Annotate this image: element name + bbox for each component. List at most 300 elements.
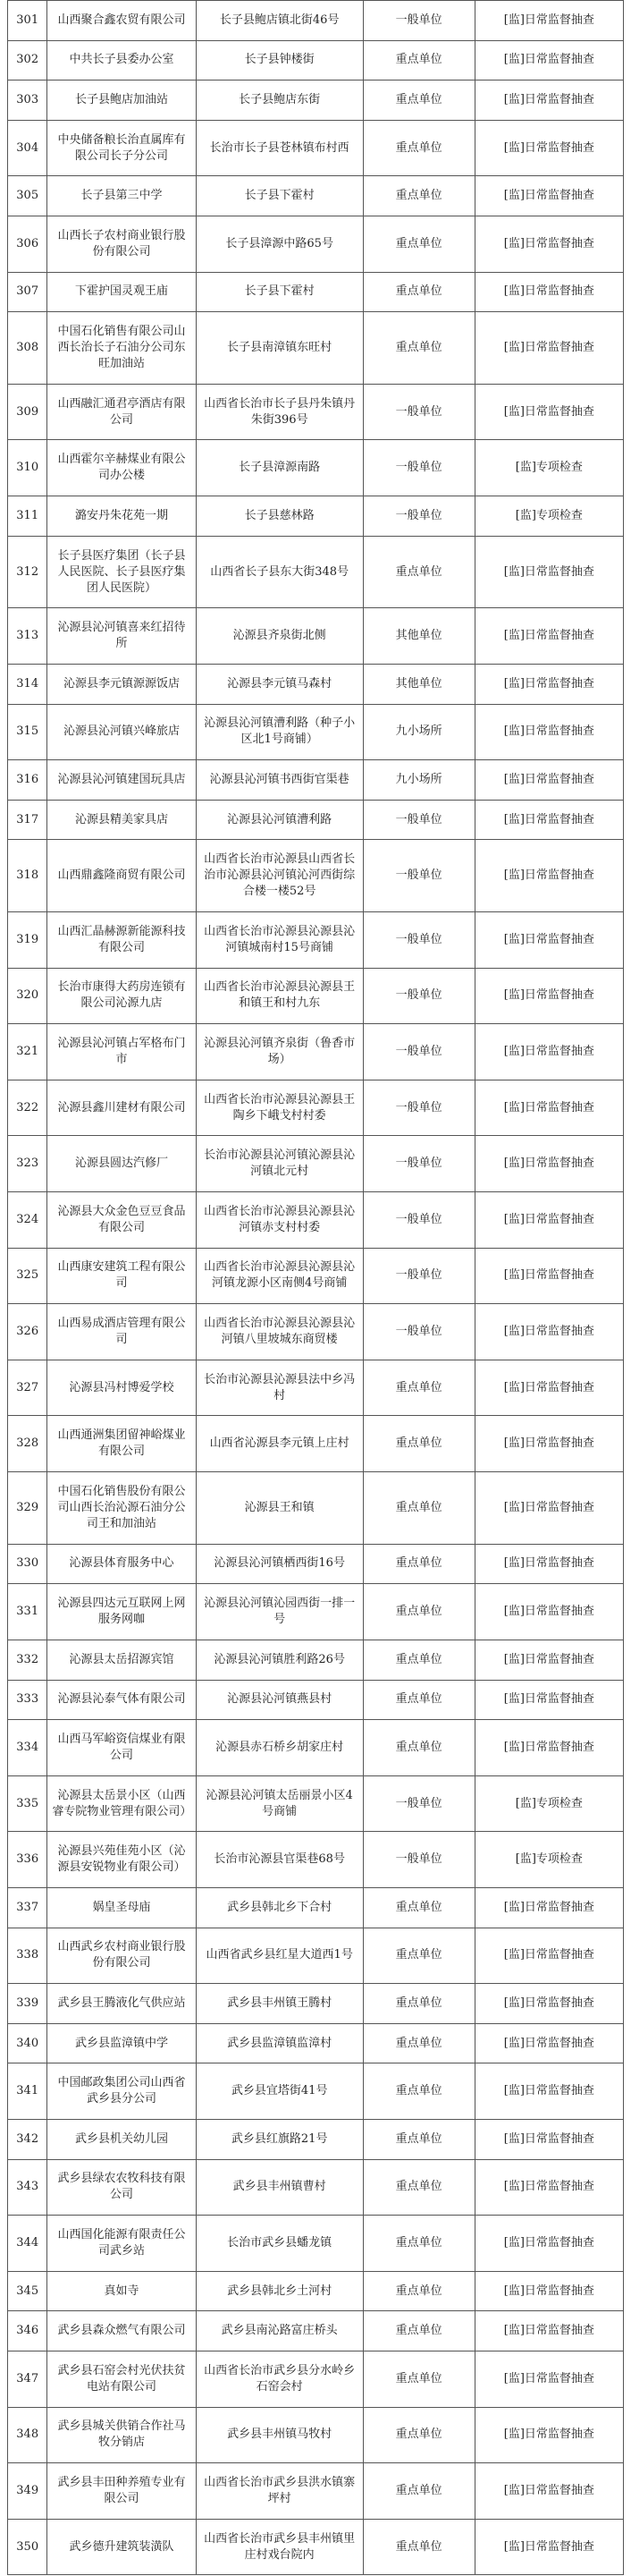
table-row	[8, 2159, 624, 2216]
unit-address: 长治市沁源县官渠巷68号	[196, 1832, 363, 1888]
table-row	[8, 1136, 624, 1192]
unit-address: 武乡县红旗路21号	[196, 2119, 363, 2159]
unit-name: 山西长子农村商业银行股份有限公司	[47, 216, 196, 273]
row-number: 308	[8, 312, 47, 385]
table-row	[8, 1775, 624, 1832]
unit-name: 长子县鲍店加油站	[47, 80, 196, 121]
table-row	[8, 80, 624, 121]
unit-address: 山西省长治市长子县丹朱镇丹朱街396号	[196, 384, 363, 440]
table-row	[8, 384, 624, 440]
unit-category: 一般单位	[363, 384, 475, 440]
unit-name: 武乡县城关供销合作社马牧分销店	[47, 2407, 196, 2463]
inspection-type: [监]日常监督抽查	[475, 800, 623, 840]
inspection-type: [监]日常监督抽查	[475, 40, 623, 80]
unit-name: 武乡县森众燃气有限公司	[47, 2311, 196, 2351]
unit-category: 重点单位	[363, 1544, 475, 1584]
table-row	[8, 2407, 624, 2463]
inspection-type: [监]日常监督抽查	[475, 1544, 623, 1584]
unit-category: 一般单位	[363, 1136, 475, 1192]
unit-address: 山西省长治市沁源县沁源县沁河镇八里坡城东商贸楼	[196, 1304, 363, 1360]
unit-name: 长治市康得大药房连锁有限公司沁源九店	[47, 968, 196, 1024]
inspection-type: [监]日常监督抽查	[475, 1024, 623, 1080]
unit-category: 重点单位	[363, 2023, 475, 2063]
unit-name: 沁源县沁河镇喜来红招待所	[47, 608, 196, 665]
table-row	[8, 968, 624, 1024]
table-row	[8, 664, 624, 704]
row-number: 323	[8, 1136, 47, 1192]
inspection-type: [监]日常监督抽查	[475, 1360, 623, 1416]
unit-address: 武乡县韩北乡土河村	[196, 2271, 363, 2311]
row-number: 327	[8, 1360, 47, 1416]
inspection-type: [监]日常监督抽查	[475, 2159, 623, 2216]
table-row	[8, 2023, 624, 2063]
table-row	[8, 496, 624, 537]
row-number: 329	[8, 1472, 47, 1545]
inspection-type: [监]日常监督抽查	[475, 968, 623, 1024]
inspection-type: [监]日常监督抽查	[475, 2063, 623, 2120]
unit-name: 沁源县四达元互联网上网服务网咖	[47, 1584, 196, 1640]
inspection-type: [监]日常监督抽查	[475, 312, 623, 385]
row-number: 347	[8, 2351, 47, 2408]
unit-address: 长治市沁源县沁源县法中乡冯村	[196, 1360, 363, 1416]
inspection-type: [监]日常监督抽查	[475, 2023, 623, 2063]
unit-category: 重点单位	[363, 2311, 475, 2351]
table-row	[8, 2119, 624, 2159]
unit-name: 武乡县机关幼儿园	[47, 2119, 196, 2159]
unit-address: 武乡县丰州镇曹村	[196, 2159, 363, 2216]
table-row	[8, 440, 624, 496]
table-row	[8, 120, 624, 176]
row-number: 310	[8, 440, 47, 496]
row-number: 336	[8, 1832, 47, 1888]
row-number: 338	[8, 1928, 47, 1984]
unit-name: 武乡县石窑会村光伏扶贫电站有限公司	[47, 2351, 196, 2408]
unit-address: 沁源县赤石桥乡胡家庄村	[196, 1720, 363, 1776]
table-row	[8, 1887, 624, 1928]
inspection-type: [监]日常监督抽查	[475, 536, 623, 608]
unit-name: 山西武乡农村商业银行股份有限公司	[47, 1928, 196, 1984]
unit-category: 重点单位	[363, 1720, 475, 1776]
unit-name: 沁源县鑫川建材有限公司	[47, 1080, 196, 1136]
unit-address: 沁源县沁河镇胜利路26号	[196, 1640, 363, 1680]
unit-category: 一般单位	[363, 1304, 475, 1360]
row-number: 341	[8, 2063, 47, 2120]
inspection-type: [监]日常监督抽查	[475, 1248, 623, 1304]
unit-name: 娲皇圣母庙	[47, 1887, 196, 1928]
table-row	[8, 40, 624, 80]
inspection-type: [监]专项检查	[475, 496, 623, 537]
unit-name: 中央储备粮长治直属库有限公司长子分公司	[47, 120, 196, 176]
unit-name: 中共长子县委办公室	[47, 40, 196, 80]
table-row	[8, 216, 624, 273]
unit-name: 山西国化能源有限责任公司武乡站	[47, 2216, 196, 2272]
table-row	[8, 911, 624, 968]
row-number: 320	[8, 968, 47, 1024]
table-row	[8, 1416, 624, 1472]
unit-category: 重点单位	[363, 176, 475, 216]
inspection-type: [监]日常监督抽查	[475, 1192, 623, 1249]
inspection-type: [监]日常监督抽查	[475, 176, 623, 216]
unit-category: 重点单位	[363, 40, 475, 80]
table-row	[8, 2351, 624, 2408]
row-number: 345	[8, 2271, 47, 2311]
row-number: 324	[8, 1192, 47, 1249]
unit-address: 山西省长治市沁源县山西省长治市沁源县沁河镇沁河西街综合楼一楼52号	[196, 840, 363, 912]
unit-name: 山西鼎鑫隆商贸有限公司	[47, 840, 196, 912]
inspection-type: [监]日常监督抽查	[475, 840, 623, 912]
unit-address: 武乡县丰州镇王腾村	[196, 1984, 363, 2024]
inspection-type: [监]专项检查	[475, 440, 623, 496]
unit-category: 重点单位	[363, 2119, 475, 2159]
unit-address: 长子县漳源中路65号	[196, 216, 363, 273]
unit-category: 一般单位	[363, 1248, 475, 1304]
row-number: 305	[8, 176, 47, 216]
unit-address: 武乡县丰州镇马牧村	[196, 2407, 363, 2463]
unit-category: 一般单位	[363, 496, 475, 537]
unit-category: 重点单位	[363, 2407, 475, 2463]
inspection-type: [监]日常监督抽查	[475, 2351, 623, 2408]
inspection-type: [监]日常监督抽查	[475, 1472, 623, 1545]
unit-name: 真如寺	[47, 2271, 196, 2311]
unit-category: 重点单位	[363, 2351, 475, 2408]
unit-category: 重点单位	[363, 216, 475, 273]
unit-category: 重点单位	[363, 1360, 475, 1416]
unit-name: 长子县第三中学	[47, 176, 196, 216]
inspection-type: [监]日常监督抽查	[475, 1584, 623, 1640]
inspection-type: [监]日常监督抽查	[475, 384, 623, 440]
unit-category: 重点单位	[363, 536, 475, 608]
unit-address: 武乡县韩北乡下合村	[196, 1887, 363, 1928]
unit-category: 重点单位	[363, 272, 475, 312]
unit-category: 重点单位	[363, 2463, 475, 2520]
unit-name: 沁源县太岳招源宾馆	[47, 1640, 196, 1680]
inspection-type: [监]日常监督抽查	[475, 664, 623, 704]
unit-name: 沁源县沁河镇建国玩具店	[47, 760, 196, 801]
unit-name: 山西汇晶赫源新能源科技有限公司	[47, 911, 196, 968]
unit-name: 武乡县监漳镇中学	[47, 2023, 196, 2063]
table-row	[8, 704, 624, 760]
unit-name: 武乡县绿农农牧科技有限公司	[47, 2159, 196, 2216]
unit-category: 一般单位	[363, 911, 475, 968]
unit-category: 重点单位	[363, 2271, 475, 2311]
table-row	[8, 1680, 624, 1720]
unit-address: 武乡县监漳镇监漳村	[196, 2023, 363, 2063]
inspection-type: [监]日常监督抽查	[475, 2119, 623, 2159]
inspection-type: [监]日常监督抽查	[475, 1984, 623, 2024]
inspection-type: [监]专项检查	[475, 1832, 623, 1888]
unit-address: 山西省武乡县红星大道西1号	[196, 1928, 363, 1984]
row-number: 321	[8, 1024, 47, 1080]
unit-name: 沁源县李元镇源源饭店	[47, 664, 196, 704]
unit-address: 山西省长治市武乡县洪水镇寨坪村	[196, 2463, 363, 2520]
unit-name: 沁源县沁河镇占军格布门市	[47, 1024, 196, 1080]
row-number: 326	[8, 1304, 47, 1360]
row-number: 317	[8, 800, 47, 840]
unit-address: 山西省长治市武乡县分水岭乡石窑会村	[196, 2351, 363, 2408]
unit-category: 一般单位	[363, 840, 475, 912]
inspection-type: [监]日常监督抽查	[475, 760, 623, 801]
inspection-type: [监]日常监督抽查	[475, 1928, 623, 1984]
row-number: 337	[8, 1887, 47, 1928]
row-number: 348	[8, 2407, 47, 2463]
inspection-type: [监]日常监督抽查	[475, 2407, 623, 2463]
inspection-table-sheet	[7, 0, 624, 2575]
inspection-type: [监]日常监督抽查	[475, 704, 623, 760]
unit-address: 沁源县沁河镇太岳丽景小区4号商铺	[196, 1775, 363, 1832]
unit-address: 长子县慈林路	[196, 496, 363, 537]
table-row	[8, 1928, 624, 1984]
unit-address: 长子县钟楼街	[196, 40, 363, 80]
inspection-type: [监]日常监督抽查	[475, 1887, 623, 1928]
row-number: 335	[8, 1775, 47, 1832]
inspection-type: [监]日常监督抽查	[475, 911, 623, 968]
unit-category: 重点单位	[363, 1680, 475, 1720]
unit-category: 重点单位	[363, 2216, 475, 2272]
unit-address: 沁源县李元镇马森村	[196, 664, 363, 704]
unit-name: 山西马军峪资信煤业有限公司	[47, 1720, 196, 1776]
table-row	[8, 312, 624, 385]
row-number: 346	[8, 2311, 47, 2351]
unit-name: 沁源县沁河镇兴峰旅店	[47, 704, 196, 760]
row-number: 318	[8, 840, 47, 912]
row-number: 350	[8, 2519, 47, 2575]
unit-name: 沁源县体育服务中心	[47, 1544, 196, 1584]
inspection-type: [监]日常监督抽查	[475, 1680, 623, 1720]
unit-name: 武乡县王腾液化气供应站	[47, 1984, 196, 2024]
unit-category: 一般单位	[363, 1024, 475, 1080]
unit-name: 中国石化销售有限公司山西长治长子石油分公司东旺加油站	[47, 312, 196, 385]
unit-name: 长子县医疗集团（长子县人民医院、长子县医疗集团人民医院）	[47, 536, 196, 608]
inspection-type: [监]日常监督抽查	[475, 216, 623, 273]
unit-address: 长治市武乡县蟠龙镇	[196, 2216, 363, 2272]
row-number: 313	[8, 608, 47, 665]
inspection-type: [监]日常监督抽查	[475, 2311, 623, 2351]
table-row	[8, 1248, 624, 1304]
table-row	[8, 840, 624, 912]
unit-name: 沁源县沁泰气体有限公司	[47, 1680, 196, 1720]
unit-name: 沁源县圆达汽修厂	[47, 1136, 196, 1192]
row-number: 328	[8, 1416, 47, 1472]
unit-category: 九小场所	[363, 704, 475, 760]
unit-address: 沁源县沁河镇沁园西街一排一号	[196, 1584, 363, 1640]
table-row	[8, 1544, 624, 1584]
unit-address: 长子县下霍村	[196, 176, 363, 216]
row-number: 343	[8, 2159, 47, 2216]
unit-address: 沁源县沁河镇齐泉街（鲁香市场）	[196, 1024, 363, 1080]
row-number: 333	[8, 1680, 47, 1720]
unit-name: 下霍护国灵观王庙	[47, 272, 196, 312]
table-row	[8, 1584, 624, 1640]
inspection-type: [监]日常监督抽查	[475, 2519, 623, 2575]
unit-category: 重点单位	[363, 1984, 475, 2024]
inspection-type: [监]日常监督抽查	[475, 1304, 623, 1360]
unit-address: 武乡县宜塔街41号	[196, 2063, 363, 2120]
unit-name: 中国石化销售股份有限公司山西长治沁源石油分公司王和加油站	[47, 1472, 196, 1545]
row-number: 304	[8, 120, 47, 176]
row-number: 331	[8, 1584, 47, 1640]
unit-category: 重点单位	[363, 80, 475, 121]
table-row	[8, 1080, 624, 1136]
unit-category: 一般单位	[363, 1080, 475, 1136]
unit-name: 山西融汇通君亭酒店有限公司	[47, 384, 196, 440]
unit-address: 山西省长治市沁源县沁源县沁河镇赤支村村委	[196, 1192, 363, 1249]
inspection-table	[7, 0, 624, 2575]
unit-address: 山西省沁源县李元镇上庄村	[196, 1416, 363, 1472]
unit-address: 山西省长治市沁源县沁源县沁河镇龙源小区南侧4号商铺	[196, 1248, 363, 1304]
row-number: 342	[8, 2119, 47, 2159]
unit-category: 重点单位	[363, 2159, 475, 2216]
table-row	[8, 272, 624, 312]
row-number: 339	[8, 1984, 47, 2024]
table-row	[8, 2519, 624, 2575]
inspection-type: [监]日常监督抽查	[475, 1720, 623, 1776]
unit-category: 其他单位	[363, 608, 475, 665]
table-row	[8, 176, 624, 216]
table-row	[8, 2216, 624, 2272]
unit-category: 一般单位	[363, 800, 475, 840]
table-row	[8, 1192, 624, 1249]
unit-category: 一般单位	[363, 1, 475, 41]
row-number: 332	[8, 1640, 47, 1680]
unit-category: 九小场所	[363, 760, 475, 801]
inspection-type: [监]专项检查	[475, 1775, 623, 1832]
inspection-type: [监]日常监督抽查	[475, 1136, 623, 1192]
inspection-type: [监]日常监督抽查	[475, 1080, 623, 1136]
inspection-type: [监]日常监督抽查	[475, 2216, 623, 2272]
row-number: 349	[8, 2463, 47, 2520]
inspection-type: [监]日常监督抽查	[475, 1, 623, 41]
table-row	[8, 1360, 624, 1416]
table-row	[8, 1304, 624, 1360]
unit-name: 沁源县精美家具店	[47, 800, 196, 840]
row-number: 322	[8, 1080, 47, 1136]
unit-address: 沁源县沁河镇漕利路（种子小区北1号商铺）	[196, 704, 363, 760]
unit-name: 山西康安建筑工程有限公司	[47, 1248, 196, 1304]
unit-category: 重点单位	[363, 312, 475, 385]
table-row	[8, 1720, 624, 1776]
unit-category: 一般单位	[363, 1832, 475, 1888]
unit-address: 沁源县沁河镇燕县村	[196, 1680, 363, 1720]
table-row	[8, 1640, 624, 1680]
table-row	[8, 760, 624, 801]
inspection-type: [监]日常监督抽查	[475, 608, 623, 665]
row-number: 309	[8, 384, 47, 440]
unit-name: 沁源县太岳景小区（山西睿专院物业管理有限公司）	[47, 1775, 196, 1832]
row-number: 315	[8, 704, 47, 760]
unit-category: 重点单位	[363, 1416, 475, 1472]
unit-category: 一般单位	[363, 440, 475, 496]
unit-category: 重点单位	[363, 2519, 475, 2575]
unit-address: 山西省长子县东大街348号	[196, 536, 363, 608]
inspection-type: [监]日常监督抽查	[475, 1640, 623, 1680]
row-number: 340	[8, 2023, 47, 2063]
unit-category: 一般单位	[363, 1192, 475, 1249]
unit-address: 长子县漳源南路	[196, 440, 363, 496]
unit-address: 长治市沁源县沁河镇沁源县沁河镇北元村	[196, 1136, 363, 1192]
unit-category: 一般单位	[363, 968, 475, 1024]
row-number: 306	[8, 216, 47, 273]
unit-address: 沁源县沁河镇栖西街16号	[196, 1544, 363, 1584]
row-number: 302	[8, 40, 47, 80]
row-number: 303	[8, 80, 47, 121]
unit-address: 武乡县南沁路富庄桥头	[196, 2311, 363, 2351]
row-number: 301	[8, 1, 47, 41]
unit-name: 沁源县兴苑佳苑小区（沁源县安锐物业有限公司）	[47, 1832, 196, 1888]
unit-name: 山西聚合鑫农贸有限公司	[47, 1, 196, 41]
inspection-type: [监]日常监督抽查	[475, 80, 623, 121]
row-number: 334	[8, 1720, 47, 1776]
table-row	[8, 1472, 624, 1545]
inspection-type: [监]日常监督抽查	[475, 1416, 623, 1472]
unit-name: 山西霍尔辛赫煤业有限公司办公楼	[47, 440, 196, 496]
unit-address: 长子县鲍店东街	[196, 80, 363, 121]
table-row	[8, 1832, 624, 1888]
unit-category: 一般单位	[363, 1775, 475, 1832]
unit-name: 沁源县大众金色豆豆食品有限公司	[47, 1192, 196, 1249]
unit-category: 重点单位	[363, 1584, 475, 1640]
unit-address: 山西省长治市沁源县沁源县王和镇王和村九东	[196, 968, 363, 1024]
inspection-type: [监]日常监督抽查	[475, 272, 623, 312]
unit-name: 中国邮政集团公司山西省武乡县分公司	[47, 2063, 196, 2120]
table-row	[8, 2463, 624, 2520]
unit-address: 山西省长治市沁源县沁源县王陶乡下峨戈村村委	[196, 1080, 363, 1136]
unit-category: 重点单位	[363, 1640, 475, 1680]
unit-address: 山西省长治市沁源县沁源县沁河镇城南村15号商铺	[196, 911, 363, 968]
unit-address: 沁源县齐泉街北侧	[196, 608, 363, 665]
unit-name: 山西通洲集团留神峪煤业有限公司	[47, 1416, 196, 1472]
table-row	[8, 2271, 624, 2311]
unit-category: 重点单位	[363, 1887, 475, 1928]
table-row	[8, 1024, 624, 1080]
row-number: 311	[8, 496, 47, 537]
unit-name: 武乡德升建筑装潢队	[47, 2519, 196, 2575]
row-number: 312	[8, 536, 47, 608]
row-number: 325	[8, 1248, 47, 1304]
row-number: 344	[8, 2216, 47, 2272]
row-number: 314	[8, 664, 47, 704]
unit-name: 武乡县丰田种养殖专业有限公司	[47, 2463, 196, 2520]
row-number: 319	[8, 911, 47, 968]
table-row	[8, 1984, 624, 2024]
unit-address: 沁源县王和镇	[196, 1472, 363, 1545]
unit-category: 重点单位	[363, 120, 475, 176]
unit-name: 沁源县冯村博爱学校	[47, 1360, 196, 1416]
inspection-type: [监]日常监督抽查	[475, 2463, 623, 2520]
unit-name: 潞安丹朱花苑一期	[47, 496, 196, 537]
unit-address: 长子县南漳镇东旺村	[196, 312, 363, 385]
unit-address: 山西省长治市武乡县丰州镇里庄村戏台院内	[196, 2519, 363, 2575]
inspection-type: [监]日常监督抽查	[475, 2271, 623, 2311]
unit-category: 其他单位	[363, 664, 475, 704]
unit-address: 长治市长子县苍林镇布村西	[196, 120, 363, 176]
row-number: 307	[8, 272, 47, 312]
unit-name: 山西易成酒店管理有限公司	[47, 1304, 196, 1360]
table-row	[8, 800, 624, 840]
unit-category: 重点单位	[363, 1472, 475, 1545]
row-number: 330	[8, 1544, 47, 1584]
unit-address: 长子县下霍村	[196, 272, 363, 312]
unit-category: 重点单位	[363, 1928, 475, 1984]
table-row	[8, 2063, 624, 2120]
table-body	[8, 1, 624, 2575]
unit-address: 长子县鲍店镇北街46号	[196, 1, 363, 41]
unit-address: 沁源县沁河镇漕利路	[196, 800, 363, 840]
table-row	[8, 608, 624, 665]
inspection-type: [监]日常监督抽查	[475, 120, 623, 176]
table-row	[8, 2311, 624, 2351]
row-number: 316	[8, 760, 47, 801]
table-row	[8, 1, 624, 41]
